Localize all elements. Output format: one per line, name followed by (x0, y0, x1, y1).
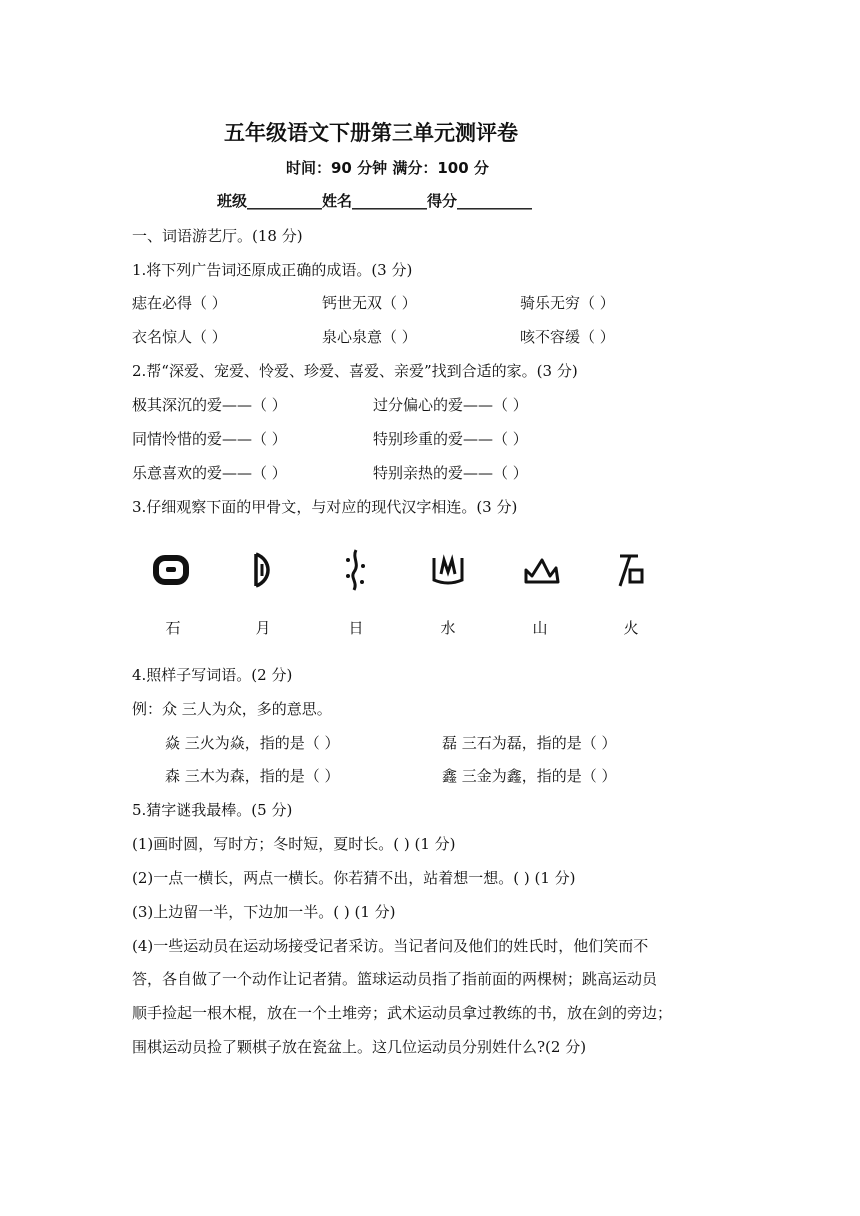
riddle-paragraph-line: 答，各自做了一个动作让记者猜。篮球运动员指了指前面的两棵树；跳高运动员 (132, 970, 658, 988)
idiom-item: 咳不容缓（ ） (520, 328, 615, 346)
example-line: 例：众 三人为众，多的意思。 (132, 700, 332, 718)
modern-char: 火 (623, 619, 639, 637)
time-score-info: 时间：90 分钟 满分：100 分 (286, 159, 489, 177)
exam-title: 五年级语文下册第三单元测评卷 (224, 121, 518, 145)
question-3-prompt: 3.仔细观察下面的甲骨文，与对应的现代汉字相连。(3 分) (132, 498, 518, 516)
idiom-item: 衣名惊人（ ） (132, 328, 227, 346)
idiom-item: 骑乐无穷（ ） (520, 294, 615, 312)
word-item: 磊 三石为磊，指的是（ ） (442, 734, 617, 752)
word-item: 鑫 三金为鑫，指的是（ ） (442, 767, 617, 785)
riddle-paragraph-line: (4)一些运动员在运动场接受记者采访。当记者问及他们的姓氏时，他们笑而不 (132, 937, 649, 955)
modern-char: 石 (165, 619, 181, 637)
love-word-item: 特别亲热的爱——（ ） (373, 464, 528, 482)
modern-char: 水 (440, 619, 456, 637)
riddle-paragraph-line: 围棋运动员捡了颗棋子放在瓷盆上。这几位运动员分别姓什么?(2 分) (132, 1038, 587, 1056)
modern-char: 月 (255, 619, 271, 637)
idiom-item: 泉心泉意（ ） (322, 328, 417, 346)
riddle-item: (2)一点一横长，两点一横长。你若猜不出，站着想一想。( ) (1 分) (132, 869, 576, 887)
love-word-item: 同情怜惜的爱——（ ） (132, 430, 287, 448)
love-word-item: 特别珍重的爱——（ ） (373, 430, 528, 448)
question-4-prompt: 4.照样子写词语。(2 分) (132, 666, 293, 684)
oracle-sun-icon (148, 546, 196, 594)
riddle-item: (1)画时圆，写时方；冬时短，夏时长。( ) (1 分) (132, 835, 456, 853)
modern-char: 山 (532, 619, 548, 637)
modern-char: 日 (348, 619, 364, 637)
riddle-item: (3)上边留一半，下边加一半。( ) (1 分) (132, 903, 396, 921)
question-2-prompt: 2.帮“深爱、宠爱、怜爱、珍爱、喜爱、亲爱”找到合适的家。(3 分) (132, 362, 578, 380)
student-info-line: 班级__________姓名__________得分__________ (217, 192, 533, 210)
word-item: 焱 三火为焱，指的是（ ） (165, 734, 340, 752)
riddle-paragraph-line: 顺手捡起一根木棍，放在一个土堆旁；武术运动员拿过教练的书，放在剑的旁边； (132, 1004, 673, 1022)
word-item: 森 三木为森，指的是（ ） (165, 767, 340, 785)
love-word-item: 极其深沉的爱——（ ） (132, 396, 287, 414)
love-word-item: 乐意喜欢的爱——（ ） (132, 464, 287, 482)
idiom-item: 钙世无双（ ） (322, 294, 417, 312)
oracle-stone-icon (608, 546, 656, 594)
section-heading: 一、词语游艺厅。(18 分) (132, 227, 303, 245)
oracle-moon-icon (238, 546, 286, 594)
question-5-prompt: 5.猜字谜我最棒。(5 分) (132, 801, 293, 819)
oracle-fire-icon (424, 546, 472, 594)
oracle-mountain-icon (518, 546, 566, 594)
question-1-prompt: 1.将下列广告词还原成正确的成语。(3 分) (132, 261, 413, 279)
love-word-item: 过分偏心的爱——（ ） (373, 396, 528, 414)
oracle-water-icon (332, 546, 380, 594)
idiom-item: 痣在必得（ ） (132, 294, 227, 312)
